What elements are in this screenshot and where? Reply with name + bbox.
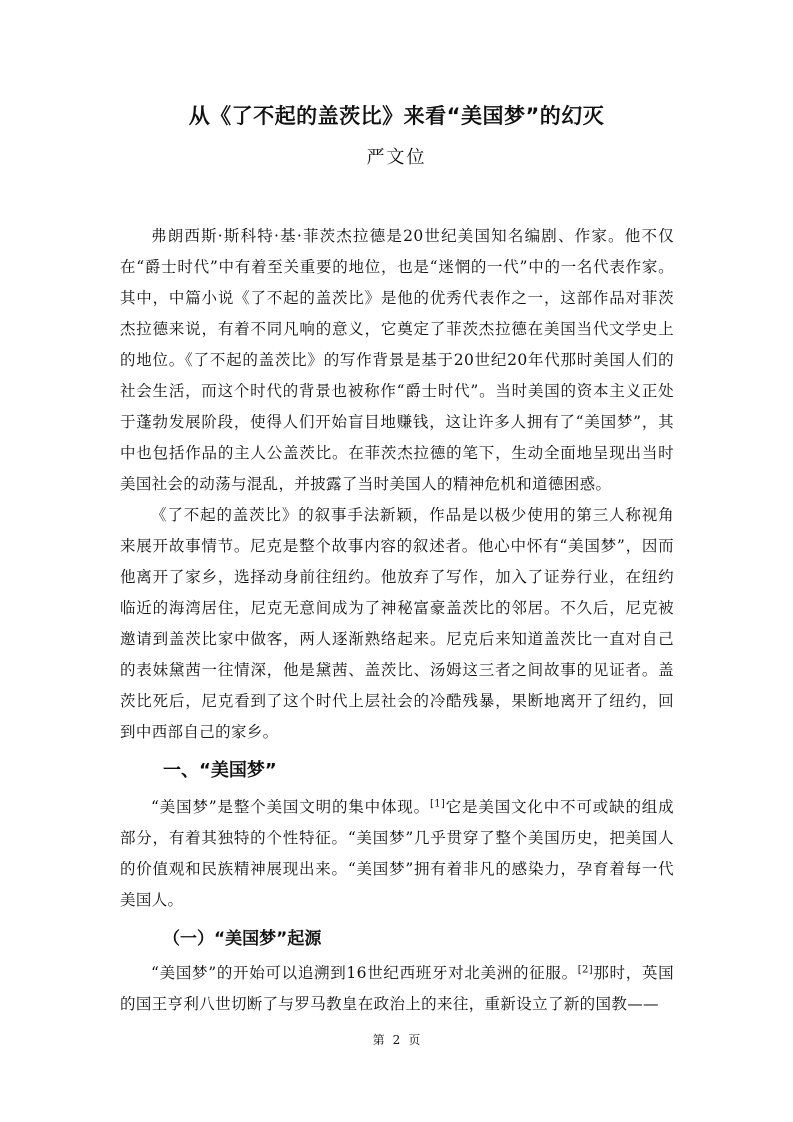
section-paragraph bbox=[120, 792, 674, 916]
subsection-paragraph-text-2: 那时，英国的国王亨利八世切断了与罗马教皇在政治上的来往，重新设立了新的国教—— bbox=[120, 964, 674, 1013]
page-footer bbox=[0, 1031, 793, 1049]
section-paragraph-text-1: “美国梦”是整个美国文明的集中体现。 bbox=[151, 798, 430, 816]
summary-paragraph: 《了不起的盖茨比》的叙事手法新颖，作品是以极少使用的第三人称视角来展开故事情节。尼克是整个故事内容的叙述者。他心中怀有“美国梦”，因而他离开了家乡，选择动身前往纽约。他放弃了写作，加入了证券行业，在纽约临近的海湾居住，尼克无意间成为了神秘富豪盖茨比的邻居。不久后，尼克被邀请到盖茨比家中做客，两人逐渐熟络起来。尼克后来知道盖茨比一直对自己的表妹黛茜一往情深，他是黛茜、盖茨比、汤姆这三者之间故事的见证者。盖茨比死后，尼克看到了这个时代上层社会的冷酷残暴，果断地离开了纽约，回到中西部自己的家乡。 bbox=[120, 506, 674, 741]
subsection-paragraph-text-1: “美国梦”的开始可以追溯到16世纪西班牙对北美洲的征服。 bbox=[151, 964, 578, 982]
document-title: 从《了不起的盖茨比》来看“美国梦”的幻灭 bbox=[188, 104, 605, 128]
author-name: 严文位 bbox=[366, 147, 427, 168]
citation-ref-2[interactable]: [2] bbox=[577, 964, 593, 976]
document-body bbox=[120, 221, 674, 1020]
subsection-heading: （一）“美国梦”起源 bbox=[163, 929, 322, 949]
footer-prefix: 第 bbox=[372, 1033, 385, 1047]
subsection-paragraph bbox=[120, 958, 674, 1020]
section-paragraph-text-2: 它是美国文化中不可或缺的组成部分，有着其独特的个性特征。“美国梦”几乎贯穿了整个美国历史，把美国人的价值观和民族精神展现出来。“美国梦”拥有着非凡的感染力，孕育着每一代美国人。 bbox=[120, 798, 674, 909]
citation-ref-1[interactable]: [1] bbox=[430, 798, 446, 810]
footer-suffix: 页 bbox=[408, 1033, 421, 1047]
intro-paragraph: 弗朗西斯·斯科特·基·菲茨杰拉德是20世纪美国知名编剧、作家。他不仅在“爵士时代”中有着至关重要的地位，也是“迷惘的一代”中的一名代表作家。其中，中篇小说《了不起的盖茨比》是他的优秀代表作之一，这部作品对菲茨杰拉德来说，有着不同凡响的意义，它奠定了菲茨杰拉德在美国当代文学史上的地位。《了不起的盖茨比》的写作背景是基于20世纪20年代那时美国人们的社会生活，而这个时代的背景也被称作“爵士时代”。当时美国的资本主义正处于蓬勃发展阶段，使得人们开始盲目地赚钱，这让许多人拥有了“美国梦”，其中也包括作品的主人公盖茨比。在菲茨杰拉德的笔下，生动全面地呈现出当时美国社会的动荡与混乱，并披露了当时美国人的精神危机和道德困惑。 bbox=[120, 227, 674, 493]
page-number: 2 bbox=[392, 1033, 401, 1047]
section-heading: 一、“美国梦” bbox=[163, 760, 277, 781]
